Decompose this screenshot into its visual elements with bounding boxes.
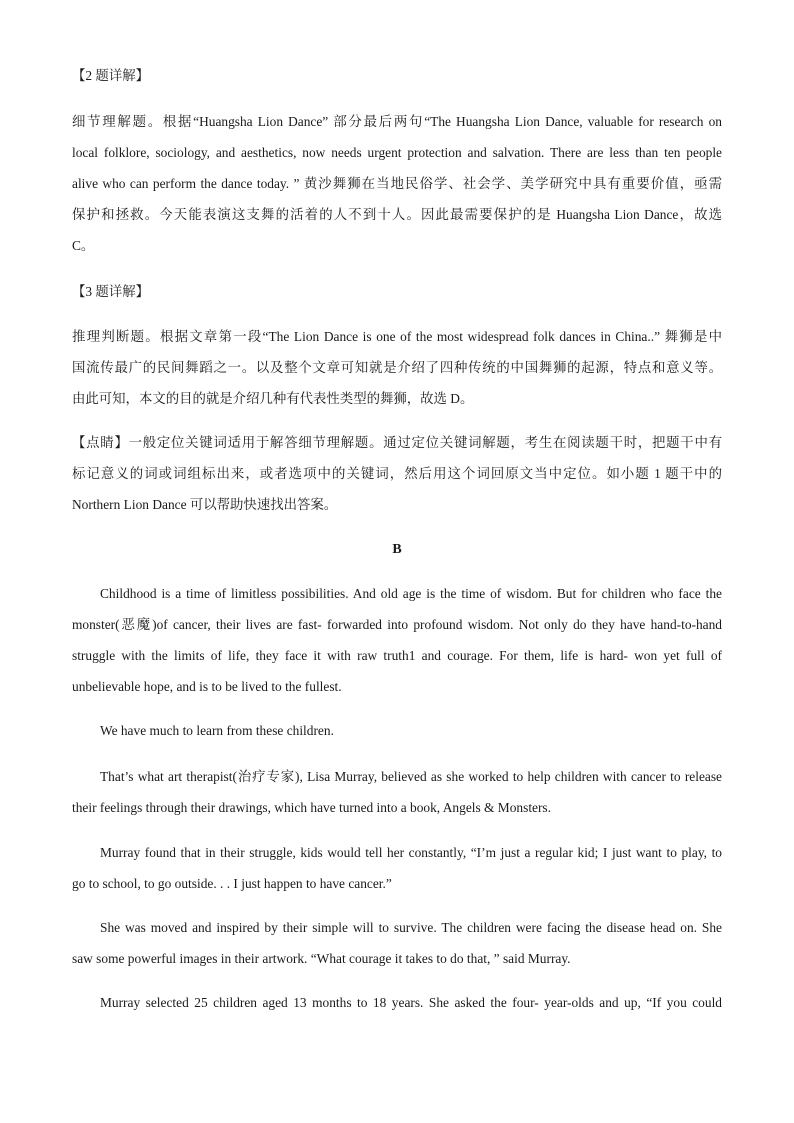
q3-line-1: 推理判断题。根据文章第一段“The Lion Dance is one of the most widespread folk dances in China..” 舞狮是中 — [72, 329, 722, 344]
q3-line-3: 由此可知，本文的目的就是介绍几种有代表性类型的舞狮，故选 D。 — [72, 391, 474, 406]
tips-line-1: 【点睛】一般定位关键词适用于解答细节理解题。通过定位关键词解题，考生在阅读题干时，把题干中有 — [72, 435, 722, 450]
p4-line-1: Murray found that in their struggle, kids would tell her constantly, “I’m just a regular kid; I just want to play, to — [100, 845, 722, 860]
p3-line-1: That’s what art therapist(治疗专家), Lisa Murray, believed as she worked to help children with cancer to release — [100, 769, 722, 784]
p4-line-2: go to school, to go outside. . . I just happen to have cancer.” — [72, 876, 392, 891]
p6-line-1: Murray selected 25 children aged 13 months to 18 years. She asked the four- year-olds and up, “If you could — [100, 995, 722, 1010]
q3-heading: 【3 题详解】 — [72, 284, 149, 299]
q3-line-2: 国流传最广的民间舞蹈之一。以及整个文章可知就是介绍了四种传统的中国舞狮的起源，特点和意义等。 — [72, 360, 722, 375]
q2-heading: 【2 题详解】 — [72, 68, 149, 83]
p1-line-3: struggle with the limits of life, they face it with raw truth1 and courage. For them, life is hard- won yet full of — [72, 648, 722, 663]
p2-line-1: We have much to learn from these children. — [100, 723, 334, 738]
q2-line-3: alive who can perform the dance today. ” 黄沙舞狮在当地民俗学、社会学、美学研究中具有重要价值，亟需 — [72, 176, 722, 191]
p1-line-1: Childhood is a time of limitless possibilities. And old age is the time of wisdom. But for children who face the — [100, 586, 722, 601]
p3-line-2: their feelings through their drawings, which have turned into a book, Angels & Monsters. — [72, 800, 551, 815]
p1-line-4: unbelievable hope, and is to be lived to the fullest. — [72, 679, 342, 694]
p5-line-1: She was moved and inspired by their simple will to survive. The children were facing the disease head on. She — [100, 920, 722, 935]
q2-line-2: local folklore, sociology, and aesthetics, now needs urgent protection and salvation. There are less than ten people — [72, 145, 722, 160]
passage-title: B — [392, 542, 402, 557]
p1-line-2: monster(恶魔)of cancer, their lives are fast- forwarded into profound wisdom. Not only do they have hand-to-hand — [72, 617, 722, 632]
q2-line-1: 细节理解题。根据“Huangsha Lion Dance” 部分最后两句“The Huangsha Lion Dance, valuable for research on — [72, 114, 722, 129]
p5-line-2: saw some powerful images in their artwork. “What courage it takes to do that, ” said Murray. — [72, 951, 571, 966]
tips-line-3: Northern Lion Dance 可以帮助快速找出答案。 — [72, 497, 338, 512]
q2-line-5: C。 — [72, 238, 95, 253]
q2-line-4: 保护和拯救。今天能表演这支舞的活着的人不到十人。因此最需要保护的是 Huangsha Lion Dance，故选 — [72, 207, 722, 222]
tips-line-2: 标记意义的词或词组标出来，或者选项中的关键词，然后用这个词回原文当中定位。如小题 1 题干中的 — [72, 466, 722, 481]
